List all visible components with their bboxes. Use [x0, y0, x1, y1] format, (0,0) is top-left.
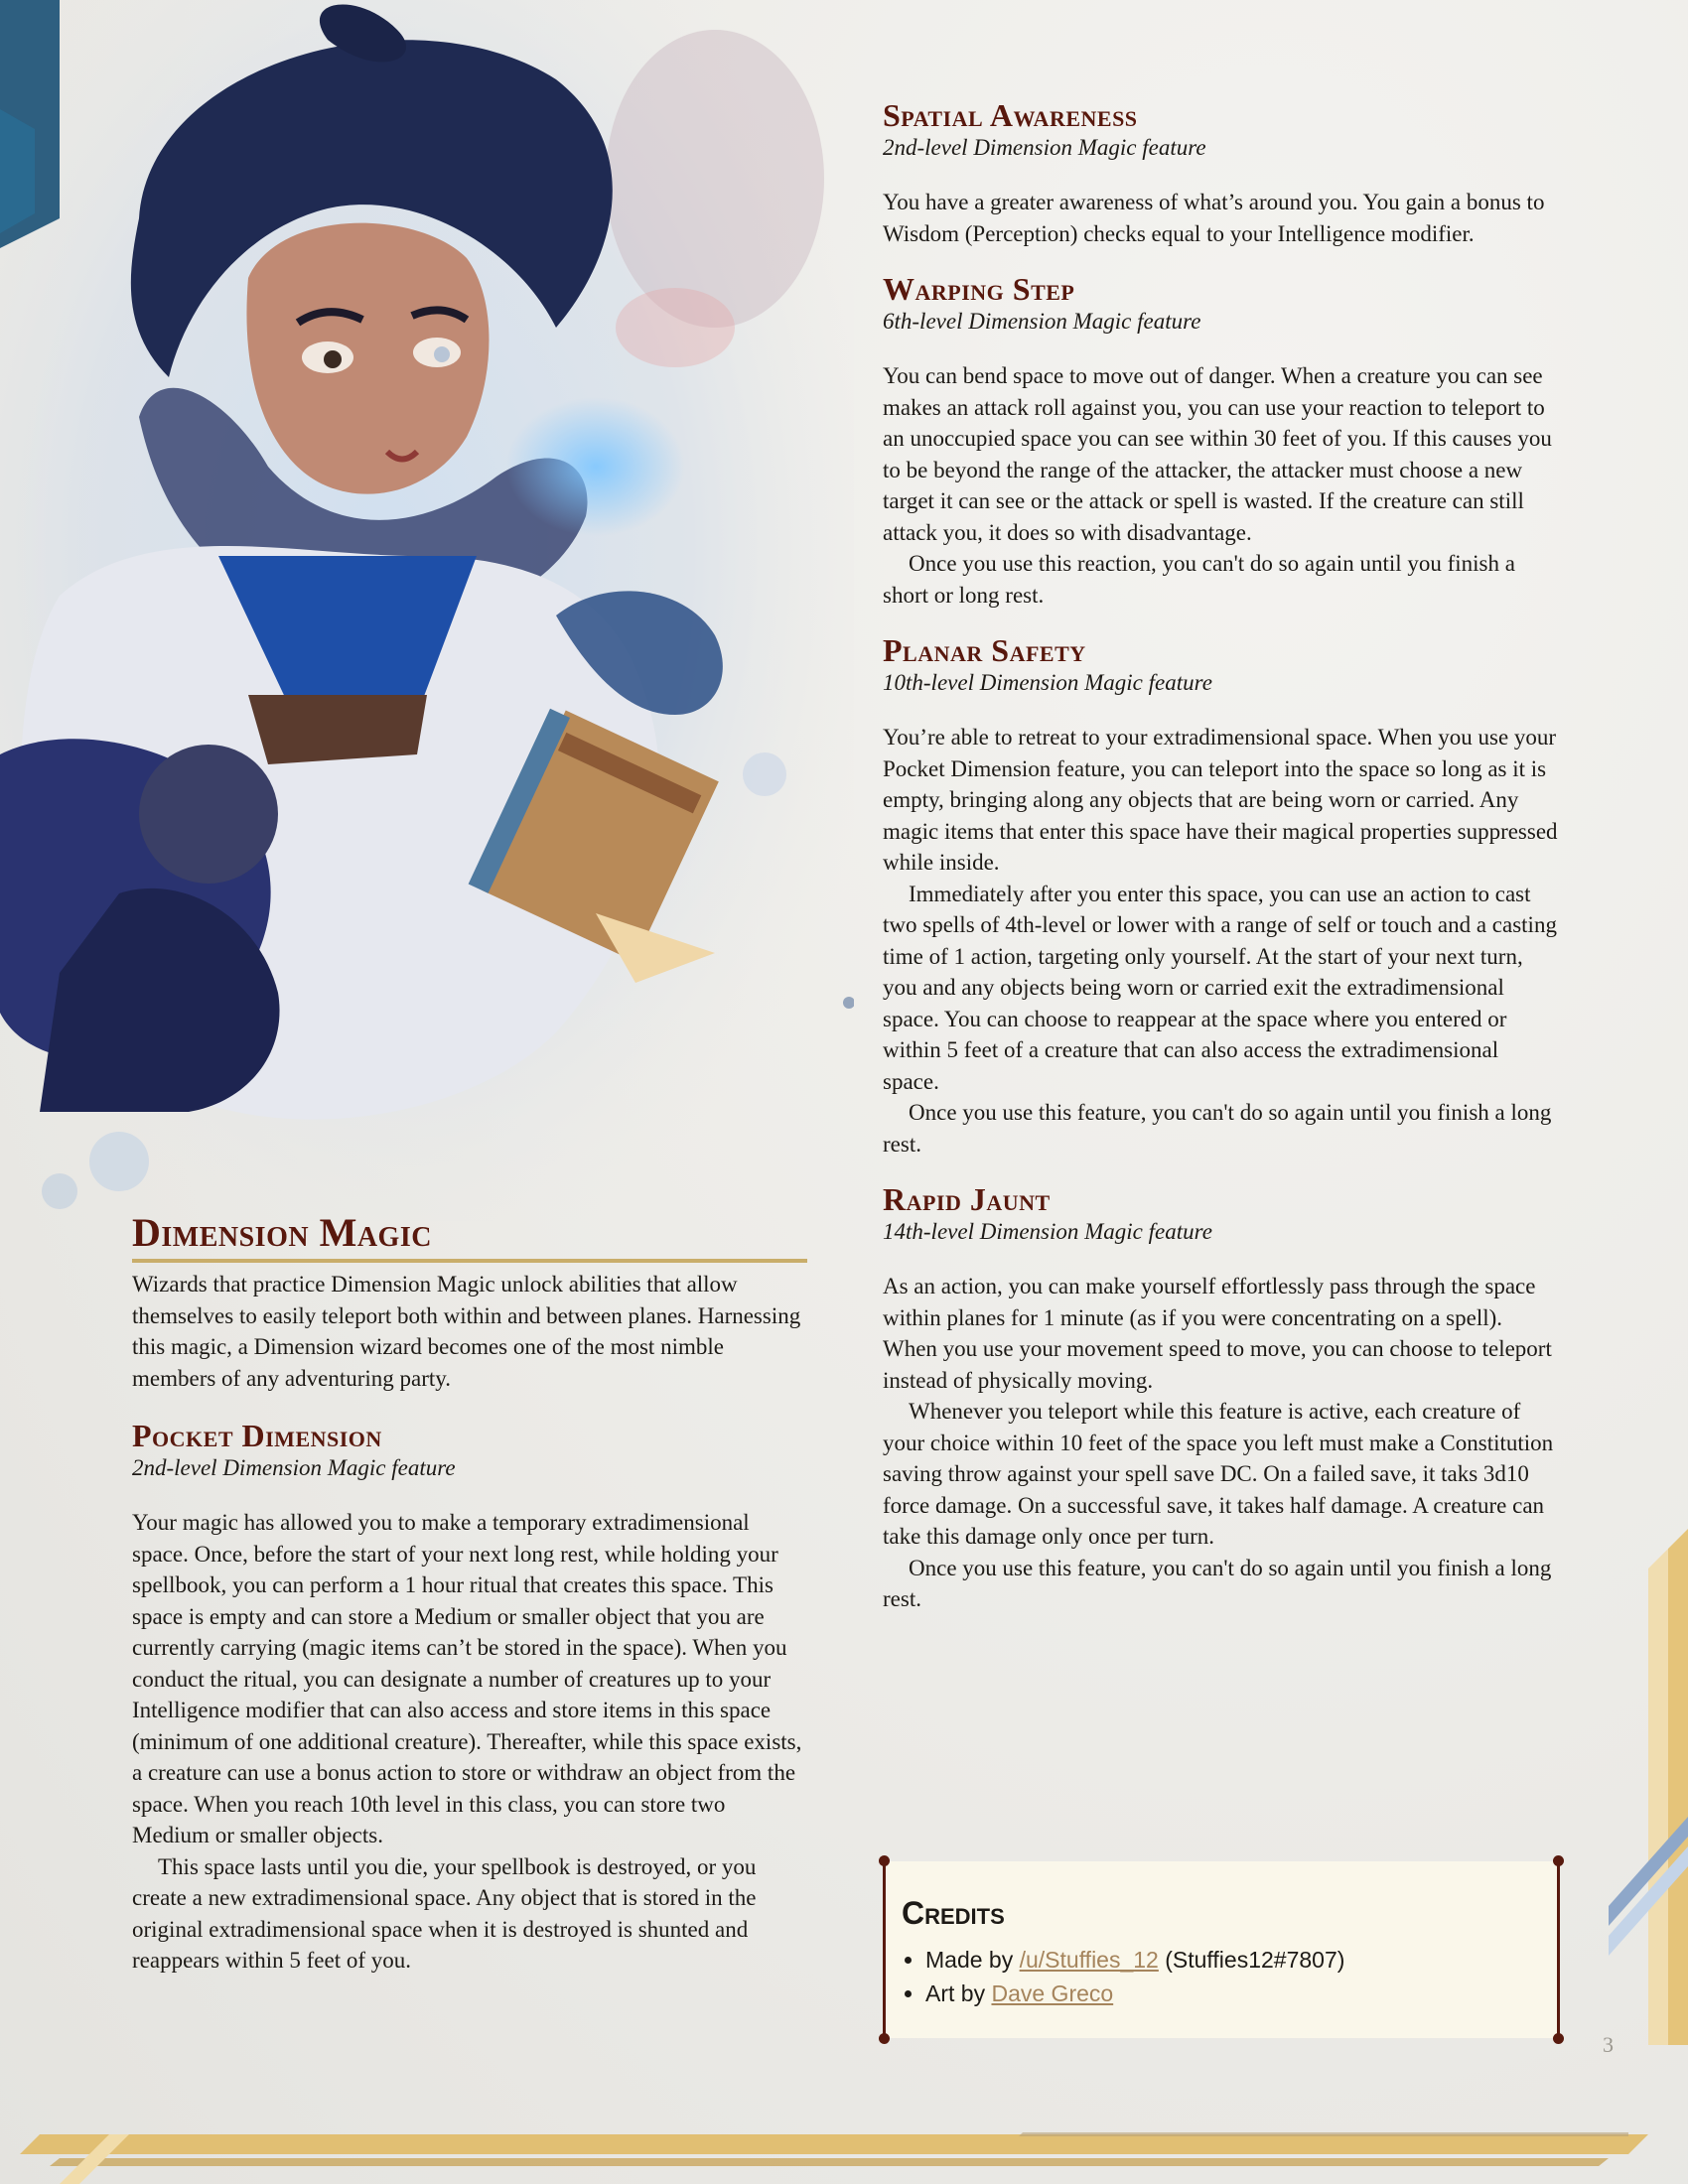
dimension-magic-intro: Wizards that practice Dimension Magic unlock abilities that allow themselves to easily teleport both within and between planes. Harnessing this magic, a Dimension wizard becomes one of the most nimble members of any adventuring party.: [132, 1272, 801, 1391]
credits-list: [902, 1943, 1344, 2010]
author-link[interactable]: /u/Stuffies_12: [1019, 1947, 1159, 1973]
warping-step-subtitle: 6th-level Dimension Magic feature: [883, 309, 1201, 334]
left-column: [132, 1209, 807, 1998]
credits-box: [883, 1861, 1560, 2038]
right-column: [883, 97, 1558, 1637]
dimension-magic-heading: Dimension Magic: [132, 1209, 807, 1263]
credits-item-art-by: [925, 1977, 1344, 2010]
credits-corner-dot: [1553, 2033, 1564, 2044]
section-dimension-magic: [132, 1209, 807, 1394]
made-by-label: Made by: [925, 1947, 1014, 1973]
spatial-awareness-heading: Spatial Awareness: [883, 97, 1138, 133]
pocket-dimension-paragraph-1: Your magic has allowed you to make a temporary extradimensional space. Once, before the start of your next long rest, while holding your spellbook, you can perform a 1 hour ritual that creates this space. This space is empty and can store a Medium or smaller object that you are currently carrying (magic items can’t be stored in the space). When you conduct the ritual, you can designate a number of creatures up to your Intelligence modifier that can also access and store items in this space (minimum of one additional creature). Thereafter, while this space exists, a creature can use a bonus action to store or withdraw an object from the space. When you reach 10th level in this class, you can store two Medium or smaller objects.: [132, 1510, 802, 1847]
rapid-jaunt-paragraph-1: As an action, you can make yourself effortlessly pass through the space within planes for 1 minute (as if you were concentrating on a spell). When you use your movement speed to move, you can choose to teleport instead of physically moving.: [883, 1274, 1552, 1393]
artist-link[interactable]: Dave Greco: [991, 1980, 1114, 2006]
page-number: 3: [1603, 2032, 1614, 2057]
planar-safety-heading: Planar Safety: [883, 632, 1086, 668]
credits-corner-dot: [879, 1855, 890, 1866]
author-handle: (Stuffies12#7807): [1165, 1947, 1345, 1973]
rapid-jaunt-subtitle: 14th-level Dimension Magic feature: [883, 1219, 1212, 1244]
pocket-dimension-heading: Pocket Dimension: [132, 1418, 382, 1453]
planar-safety-paragraph-3: Once you use this feature, you can't do so again until you finish a long rest.: [883, 1100, 1552, 1157]
planar-safety-subtitle: 10th-level Dimension Magic feature: [883, 670, 1212, 695]
planar-safety-paragraph-1: You’re able to retreat to your extradimensional space. When you use your Pocket Dimension feature, you can teleport into the space so long as it is empty, bringing along any objects that are being worn or carried. Any magic items that enter this space have their magical properties suppressed while inside.: [883, 725, 1558, 875]
rapid-jaunt-heading: Rapid Jaunt: [883, 1181, 1051, 1217]
art-by-label: Art by: [925, 1980, 986, 2006]
gold-corner-decoration: [1609, 1489, 1688, 2045]
credits-heading: Credits: [902, 1895, 1005, 1931]
section-spatial-awareness: [883, 97, 1558, 249]
gold-footer-decoration: [0, 2115, 1688, 2184]
spatial-awareness-paragraph: You have a greater awareness of what’s around you. You gain a bonus to Wisdom (Perception) checks equal to your Intelligence modifier.: [883, 190, 1545, 246]
section-warping-step: [883, 271, 1558, 611]
credits-corner-dot: [1553, 1855, 1564, 1866]
section-planar-safety: [883, 632, 1558, 1160]
rapid-jaunt-paragraph-3: Once you use this feature, you can't do so again until you finish a long rest.: [883, 1555, 1552, 1611]
section-rapid-jaunt: [883, 1181, 1558, 1615]
pocket-dimension-subtitle: 2nd-level Dimension Magic feature: [132, 1455, 456, 1480]
spatial-awareness-subtitle: 2nd-level Dimension Magic feature: [883, 135, 1206, 160]
warping-step-paragraph-2: Once you use this reaction, you can't do so again until you finish a short or long rest.: [883, 551, 1515, 608]
planar-safety-paragraph-2: Immediately after you enter this space, you can use an action to cast two spells of 4th-level or lower with a range of self or touch and a casting time of 1 action, targeting only yourself. At the start of your next turn, you and any objects being worn or carried exit the extradimensional space. You can choose to reappear at the space where you entered or within 5 feet of a creature that can also access the extradimensional space.: [883, 881, 1557, 1094]
warping-step-paragraph-1: You can bend space to move out of danger. When a creature you can see makes an attack roll against you, you can use your reaction to teleport to an unoccupied space you can see within 30 feet of you. If this causes you to be beyond the range of the attacker, the attacker must choose a new target it can see or the attack or spell is wasted. If the creature can still attack you, it does so with disadvantage.: [883, 363, 1552, 545]
warping-step-heading: Warping Step: [883, 271, 1075, 307]
pocket-dimension-paragraph-2: This space lasts until you die, your spellbook is destroyed, or you create a new extradimensional space. Any object that is stored in the original extradimensional space when it is destroyed is shunted and reappears within 5 feet of you.: [132, 1853, 757, 1973]
credits-item-made-by: [925, 1943, 1344, 1977]
wizard-illustration: [0, 0, 854, 1221]
rapid-jaunt-paragraph-2: Whenever you teleport while this feature is active, each creature of your choice within 10 feet of the space you left must make a Constitution saving throw against your spell save DC. On a failed save, it taks 3d10 force damage. On a successful save, it takes half damage. A creature can take this damage only once per turn.: [883, 1399, 1554, 1549]
credits-corner-dot: [879, 2033, 890, 2044]
section-pocket-dimension: [132, 1418, 807, 1977]
